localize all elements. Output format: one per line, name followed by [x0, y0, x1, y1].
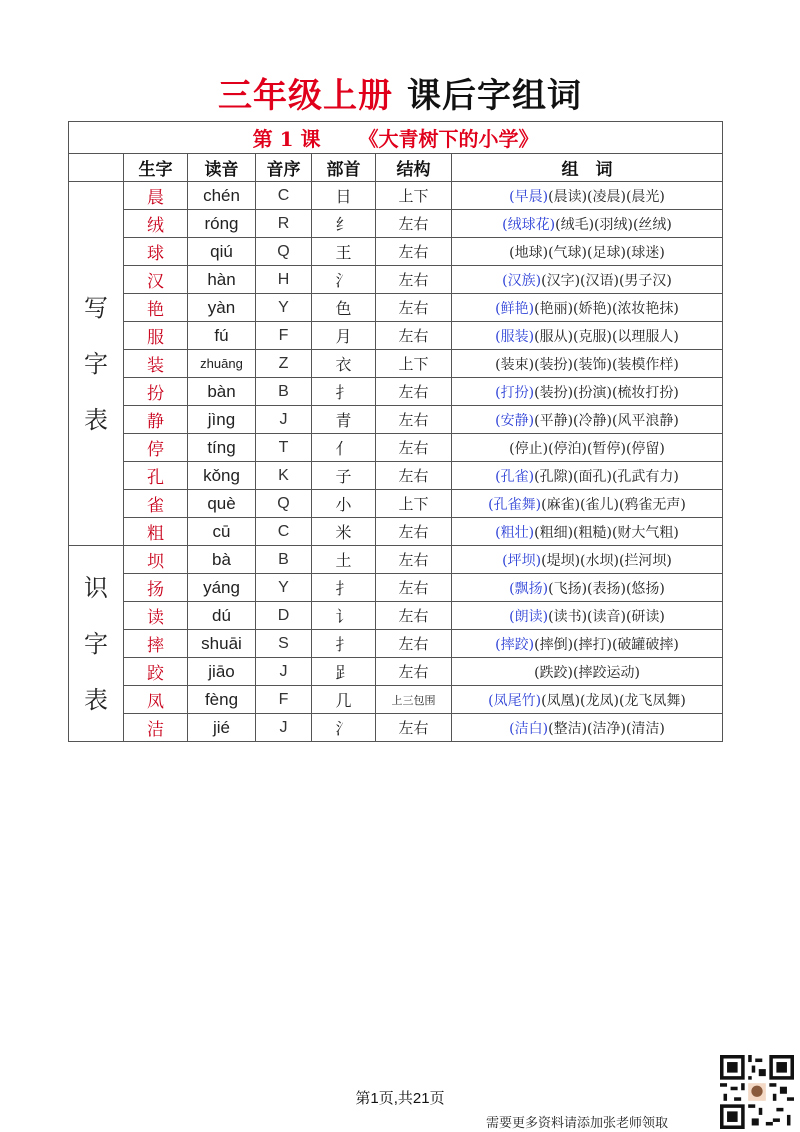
- radical-cell: 亻: [312, 434, 376, 462]
- structure-cell: 左右: [376, 210, 452, 238]
- pinyin-cell: bàn: [188, 378, 256, 406]
- char-cell: 扮: [124, 378, 188, 406]
- radical-cell: 氵: [312, 266, 376, 294]
- pinyin-cell: zhuāng: [188, 350, 256, 378]
- radical-cell: 王: [312, 238, 376, 266]
- page-number: 第1页,共21页: [355, 1090, 445, 1107]
- radical-cell: 日: [312, 182, 376, 210]
- words-cell: [452, 574, 723, 602]
- other-words: (跌跤)(摔跤运动): [534, 664, 640, 681]
- words-cell: [452, 462, 723, 490]
- highlight-word: (凤尾竹): [488, 692, 542, 709]
- words-cell: [452, 294, 723, 322]
- order-cell: Q: [256, 238, 312, 266]
- highlight-word: (汉族): [502, 272, 542, 289]
- radical-cell: 月: [312, 322, 376, 350]
- pinyin-cell: kǒng: [188, 462, 256, 490]
- highlight-word: (安静): [495, 412, 535, 429]
- other-words: (服从)(克服)(以理服人): [534, 328, 679, 345]
- other-words: (地球)(气球)(足球)(球迷): [509, 244, 665, 261]
- pinyin-cell: fú: [188, 322, 256, 350]
- other-words: (汉字)(汉语)(男子汉): [541, 272, 672, 289]
- order-cell: R: [256, 210, 312, 238]
- section-char: 写: [84, 293, 108, 322]
- structure-cell: 左右: [376, 714, 452, 742]
- radical-cell: 扌: [312, 630, 376, 658]
- table-row: [69, 546, 723, 574]
- char-cell: 绒: [124, 210, 188, 238]
- structure-cell: 左右: [376, 434, 452, 462]
- order-cell: Y: [256, 294, 312, 322]
- pinyin-cell: jié: [188, 714, 256, 742]
- order-cell: J: [256, 406, 312, 434]
- pinyin-cell: hàn: [188, 266, 256, 294]
- order-cell: J: [256, 714, 312, 742]
- char-cell: 扬: [124, 574, 188, 602]
- lesson-heading: [69, 122, 723, 154]
- header-char: 生字: [124, 154, 188, 182]
- words-cell: [452, 546, 723, 574]
- section-char: 字: [84, 349, 108, 378]
- table-row: [69, 602, 723, 630]
- radical-cell: 色: [312, 294, 376, 322]
- order-cell: D: [256, 602, 312, 630]
- order-cell: H: [256, 266, 312, 294]
- char-cell: 跤: [124, 658, 188, 686]
- table-row: [69, 378, 723, 406]
- order-cell: Q: [256, 490, 312, 518]
- other-words: (孔隙)(面孔)(孔武有力): [534, 468, 679, 485]
- words-cell: [452, 434, 723, 462]
- highlight-word: (粗壮): [495, 524, 535, 541]
- table-row: [69, 406, 723, 434]
- char-cell: 摔: [124, 630, 188, 658]
- radical-cell: 扌: [312, 378, 376, 406]
- words-cell: [452, 406, 723, 434]
- table-row: [69, 490, 723, 518]
- qr-code-icon: [720, 1055, 794, 1129]
- structure-cell: 上下: [376, 350, 452, 378]
- section-char: 表: [84, 685, 108, 714]
- pinyin-cell: róng: [188, 210, 256, 238]
- pinyin-cell: chén: [188, 182, 256, 210]
- words-cell: [452, 490, 723, 518]
- structure-cell: 上下: [376, 490, 452, 518]
- words-cell: [452, 714, 723, 742]
- pinyin-cell: dú: [188, 602, 256, 630]
- highlight-word: (孔雀舞): [488, 496, 542, 513]
- highlight-word: (摔跤): [495, 636, 535, 653]
- order-cell: F: [256, 322, 312, 350]
- header-words: 组 词: [452, 154, 723, 182]
- words-cell: [452, 266, 723, 294]
- char-cell: 球: [124, 238, 188, 266]
- other-words: (麻雀)(雀儿)(鸦雀无声): [541, 496, 686, 513]
- structure-cell: 左右: [376, 266, 452, 294]
- structure-cell: 左右: [376, 574, 452, 602]
- words-cell: [452, 238, 723, 266]
- table-row: [69, 686, 723, 714]
- pinyin-cell: què: [188, 490, 256, 518]
- radical-cell: 小: [312, 490, 376, 518]
- section-write-table: [69, 182, 124, 546]
- structure-cell: 左右: [376, 518, 452, 546]
- char-cell: 凤: [124, 686, 188, 714]
- structure-cell: 左右: [376, 462, 452, 490]
- highlight-word: (飘扬): [509, 580, 549, 597]
- structure-cell: 左右: [376, 294, 452, 322]
- order-cell: Y: [256, 574, 312, 602]
- words-cell: [452, 322, 723, 350]
- other-words: (整洁)(洁净)(清洁): [548, 720, 665, 737]
- other-words: (摔倒)(摔打)(破罐破摔): [534, 636, 679, 653]
- table-row: [69, 574, 723, 602]
- table-row: [69, 182, 723, 210]
- structure-cell: 左右: [376, 238, 452, 266]
- char-cell: 粗: [124, 518, 188, 546]
- char-cell: 艳: [124, 294, 188, 322]
- highlight-word: (洁白): [509, 720, 549, 737]
- radical-cell: 米: [312, 518, 376, 546]
- table-row: [69, 434, 723, 462]
- table-row: [69, 350, 723, 378]
- highlight-word: (打扮): [495, 384, 535, 401]
- pinyin-cell: bà: [188, 546, 256, 574]
- section-char: 字: [84, 629, 108, 658]
- pinyin-cell: jìng: [188, 406, 256, 434]
- header-structure: 结构: [376, 154, 452, 182]
- char-cell: 汉: [124, 266, 188, 294]
- radical-cell: 纟: [312, 210, 376, 238]
- order-cell: J: [256, 658, 312, 686]
- char-cell: 坝: [124, 546, 188, 574]
- order-cell: C: [256, 518, 312, 546]
- table-row: [69, 658, 723, 686]
- other-words: (平静)(冷静)(风平浪静): [534, 412, 679, 429]
- pinyin-cell: cū: [188, 518, 256, 546]
- other-words: (艳丽)(娇艳)(浓妆艳抹): [534, 300, 679, 317]
- order-cell: T: [256, 434, 312, 462]
- other-words: (装束)(装扮)(装饰)(装模作样): [495, 356, 679, 373]
- highlight-word: (孔雀): [495, 468, 535, 485]
- radical-cell: 讠: [312, 602, 376, 630]
- highlight-word: (服装): [495, 328, 535, 345]
- table-row: [69, 518, 723, 546]
- char-cell: 静: [124, 406, 188, 434]
- words-cell: [452, 518, 723, 546]
- order-cell: C: [256, 182, 312, 210]
- footer-note: 需要更多资料请添加张老师领取: [486, 1116, 669, 1131]
- radical-cell: 青: [312, 406, 376, 434]
- page-title: [0, 68, 800, 117]
- read-section: [69, 546, 723, 742]
- table-row: [69, 714, 723, 742]
- other-words: (读书)(读音)(研读): [548, 608, 665, 625]
- char-cell: 洁: [124, 714, 188, 742]
- radical-cell: 土: [312, 546, 376, 574]
- section-char: 表: [84, 405, 108, 434]
- title-topic: 课后字组词: [407, 76, 582, 116]
- highlight-word: (朗读): [509, 608, 549, 625]
- other-words: (停止)(停泊)(暂停)(停留): [509, 440, 665, 457]
- pinyin-cell: yàn: [188, 294, 256, 322]
- char-cell: 停: [124, 434, 188, 462]
- structure-cell: 左右: [376, 322, 452, 350]
- char-cell: 读: [124, 602, 188, 630]
- other-words: (粗细)(粗糙)(财大气粗): [534, 524, 679, 541]
- table-row: [69, 630, 723, 658]
- structure-cell: 左右: [376, 658, 452, 686]
- char-cell: 孔: [124, 462, 188, 490]
- order-cell: Z: [256, 350, 312, 378]
- table-row: [69, 210, 723, 238]
- order-cell: B: [256, 378, 312, 406]
- radical-cell: 氵: [312, 714, 376, 742]
- radical-cell: 几: [312, 686, 376, 714]
- pinyin-cell: tíng: [188, 434, 256, 462]
- other-words: (晨读)(凌晨)(晨光): [548, 188, 665, 205]
- section-char: 识: [84, 573, 108, 602]
- highlight-word: (坪坝): [502, 552, 542, 569]
- highlight-word: (鲜艳): [495, 300, 535, 317]
- char-cell: 雀: [124, 490, 188, 518]
- words-cell: [452, 350, 723, 378]
- structure-cell: 左右: [376, 406, 452, 434]
- title-grade: 三年级上册: [218, 76, 393, 116]
- structure-cell: 上三包围: [376, 686, 452, 714]
- pinyin-cell: shuāi: [188, 630, 256, 658]
- radical-cell: 衣: [312, 350, 376, 378]
- order-cell: K: [256, 462, 312, 490]
- section-read-table: [69, 546, 124, 742]
- table-row: [69, 266, 723, 294]
- radical-cell: 子: [312, 462, 376, 490]
- structure-cell: 左右: [376, 546, 452, 574]
- other-words: (绒毛)(羽绒)(丝绒): [555, 216, 672, 233]
- other-words: (装扮)(扮演)(梳妆打扮): [534, 384, 679, 401]
- header-radical: 部首: [312, 154, 376, 182]
- other-words: (堤坝)(水坝)(拦河坝): [541, 552, 672, 569]
- highlight-word: (绒球花): [502, 216, 556, 233]
- words-cell: [452, 630, 723, 658]
- table-row: [69, 462, 723, 490]
- structure-cell: 上下: [376, 182, 452, 210]
- other-words: (飞扬)(表扬)(悠扬): [548, 580, 665, 597]
- pinyin-cell: fèng: [188, 686, 256, 714]
- char-cell: 装: [124, 350, 188, 378]
- table-row: [69, 322, 723, 350]
- order-cell: S: [256, 630, 312, 658]
- header-blank: [69, 154, 124, 182]
- order-cell: B: [256, 546, 312, 574]
- lesson-number: 第 1 课: [252, 127, 321, 151]
- char-cell: 晨: [124, 182, 188, 210]
- order-cell: F: [256, 686, 312, 714]
- words-cell: [452, 602, 723, 630]
- pinyin-cell: yáng: [188, 574, 256, 602]
- vocab-table: [68, 121, 723, 742]
- words-cell: [452, 378, 723, 406]
- structure-cell: 左右: [376, 602, 452, 630]
- highlight-word: (早晨): [509, 188, 549, 205]
- header-pinyin: 读音: [188, 154, 256, 182]
- radical-cell: 扌: [312, 574, 376, 602]
- structure-cell: 左右: [376, 630, 452, 658]
- structure-cell: 左右: [376, 378, 452, 406]
- other-words: (凤凰)(龙凤)(龙飞凤舞): [541, 692, 686, 709]
- header-order: 音序: [256, 154, 312, 182]
- table-row: [69, 238, 723, 266]
- char-cell: 服: [124, 322, 188, 350]
- radical-cell: 𧾷: [312, 658, 376, 686]
- words-cell: [452, 686, 723, 714]
- header-row: [69, 154, 723, 182]
- words-cell: [452, 658, 723, 686]
- write-section: [69, 182, 723, 546]
- pinyin-cell: jiāo: [188, 658, 256, 686]
- table-row: [69, 294, 723, 322]
- words-cell: [452, 210, 723, 238]
- pinyin-cell: qiú: [188, 238, 256, 266]
- lesson-name: 《大青树下的小学》: [358, 127, 539, 151]
- words-cell: [452, 182, 723, 210]
